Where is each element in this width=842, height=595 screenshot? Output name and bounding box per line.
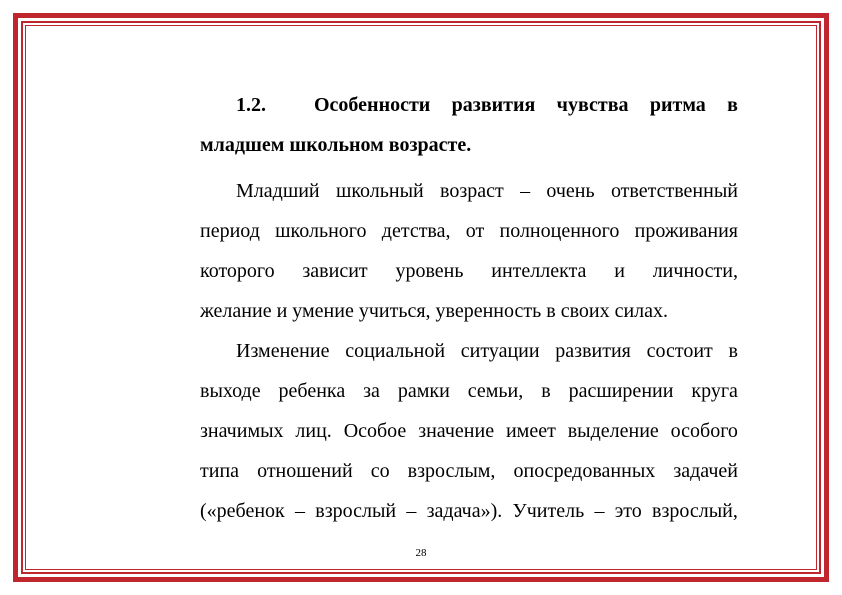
- word: которого: [200, 260, 275, 282]
- word: проживания: [634, 220, 738, 242]
- paragraph: [200, 331, 738, 531]
- heading-word: ритма: [649, 94, 706, 116]
- word: уровень: [395, 260, 464, 282]
- word: очень: [546, 180, 595, 202]
- word: детства,: [381, 220, 451, 242]
- heading-line-2: младшем школьном возрасте.: [200, 134, 472, 156]
- word: круга: [691, 380, 738, 402]
- heading-word: чувства: [556, 94, 629, 116]
- word: Младший: [236, 180, 320, 202]
- section-heading: [200, 85, 738, 165]
- word: в: [728, 340, 738, 362]
- word: опосредованных: [513, 460, 656, 482]
- word: значимых: [200, 420, 284, 442]
- word: Особое: [343, 420, 407, 442]
- text-line: [200, 491, 738, 531]
- word: в: [541, 380, 551, 402]
- word: взрослым,: [407, 460, 496, 482]
- word: расширении: [568, 380, 674, 402]
- word: особого: [670, 420, 738, 442]
- word: семьи,: [467, 380, 524, 402]
- text-body: [200, 85, 738, 531]
- word: («ребенок: [200, 500, 285, 522]
- heading-word: Особенности: [314, 94, 431, 116]
- word: развития: [555, 340, 631, 362]
- word: от: [465, 220, 485, 242]
- word: –: [594, 500, 605, 522]
- word: полноценного: [499, 220, 620, 242]
- heading-word: в: [727, 94, 738, 116]
- word: Учитель: [512, 500, 585, 522]
- word: лиц.: [295, 420, 332, 442]
- word: значение: [418, 420, 495, 442]
- word: Изменение: [236, 340, 330, 362]
- word: –: [295, 500, 306, 522]
- text-line: [200, 451, 738, 491]
- word: личности,: [652, 260, 738, 282]
- text-line-last: желание и умение учиться, уверенность в своих силах.: [200, 300, 669, 322]
- word: задача»).: [426, 500, 503, 522]
- word: взрослый: [315, 500, 397, 522]
- word: выделение: [567, 420, 659, 442]
- word: ситуации: [460, 340, 540, 362]
- word: интеллекта: [491, 260, 587, 282]
- paragraphs: [200, 171, 738, 531]
- paragraph: [200, 171, 738, 331]
- word: школьный: [335, 180, 424, 202]
- text-line: [200, 371, 738, 411]
- word: имеет: [505, 420, 556, 442]
- word: типа: [200, 460, 240, 482]
- word: социальной: [345, 340, 446, 362]
- heading-title-words: [314, 85, 738, 125]
- word: выходе: [200, 380, 261, 402]
- heading-line-1: [200, 85, 738, 125]
- section-number: 1.2.: [236, 94, 266, 116]
- word: зависит: [302, 260, 368, 282]
- word: возраст: [440, 180, 504, 202]
- word: взрослый,: [652, 500, 738, 522]
- text-line: [200, 171, 738, 211]
- text-line: [200, 251, 738, 291]
- word: ответственный: [610, 180, 738, 202]
- word: состоит: [646, 340, 713, 362]
- word: за: [363, 380, 380, 402]
- text-line: [200, 411, 738, 451]
- word: со: [370, 460, 390, 482]
- word: рамки: [397, 380, 450, 402]
- word: и: [614, 260, 625, 282]
- text-line: [200, 211, 738, 251]
- page-number: 28: [415, 547, 427, 559]
- text-line: [200, 331, 738, 371]
- word: задачей: [673, 460, 738, 482]
- word: –: [520, 180, 531, 202]
- word: –: [406, 500, 417, 522]
- word: период: [200, 220, 260, 242]
- heading-word: развития: [451, 94, 536, 116]
- word: ребенка: [278, 380, 346, 402]
- word: отношений: [257, 460, 353, 482]
- word: это: [614, 500, 642, 522]
- word: школьного: [275, 220, 367, 242]
